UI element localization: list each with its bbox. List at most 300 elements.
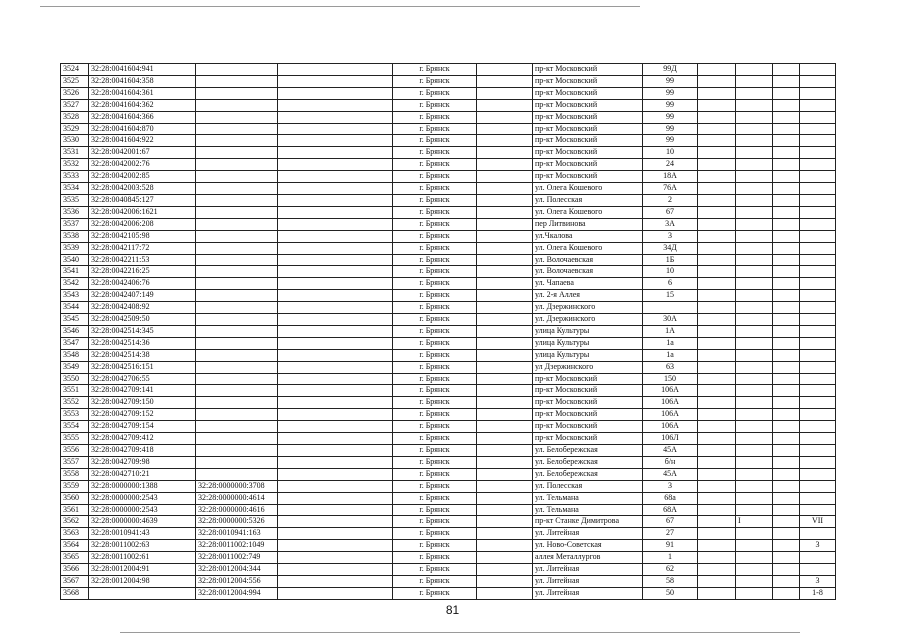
table-row xyxy=(61,385,836,397)
cadastral-number-cell: 32:28:0000000:2543 xyxy=(89,492,196,504)
second-cadastral-number-cell xyxy=(196,445,278,457)
premises-number-cell xyxy=(800,278,836,290)
row-number-cell: 3527 xyxy=(61,99,89,111)
cadastral-number-cell: 32:28:0042514:345 xyxy=(89,325,196,337)
premises-number-cell xyxy=(800,266,836,278)
extra-value-cell xyxy=(736,575,773,587)
extra-value-cell xyxy=(736,87,773,99)
empty-cell xyxy=(773,87,800,99)
second-cadastral-number-cell xyxy=(196,254,278,266)
empty-cell xyxy=(278,183,393,195)
empty-cell xyxy=(773,183,800,195)
empty-cell xyxy=(477,540,533,552)
row-number-cell: 3540 xyxy=(61,254,89,266)
row-number-cell: 3535 xyxy=(61,194,89,206)
empty-cell xyxy=(477,385,533,397)
empty-cell xyxy=(773,135,800,147)
empty-cell xyxy=(773,278,800,290)
cadastral-number-cell: 32:28:0042514:36 xyxy=(89,337,196,349)
empty-cell xyxy=(477,123,533,135)
second-cadastral-number-cell xyxy=(196,325,278,337)
city-cell: г. Брянск xyxy=(393,218,477,230)
row-number-cell: 3568 xyxy=(61,587,89,599)
city-cell: г. Брянск xyxy=(393,516,477,528)
extra-value-cell xyxy=(736,147,773,159)
second-cadastral-number-cell xyxy=(196,183,278,195)
street-cell: пр-кт Московский xyxy=(533,385,643,397)
cadastral-number-cell: 32:28:0042709:150 xyxy=(89,397,196,409)
empty-cell xyxy=(698,445,736,457)
city-cell: г. Брянск xyxy=(393,528,477,540)
extra-value-cell xyxy=(736,171,773,183)
street-cell: ул. Волочаевская xyxy=(533,266,643,278)
house-number-cell: 76А xyxy=(643,183,698,195)
premises-number-cell xyxy=(800,480,836,492)
empty-cell xyxy=(278,575,393,587)
table-row xyxy=(61,194,836,206)
house-number-cell: 1Б xyxy=(643,254,698,266)
city-cell: г. Брянск xyxy=(393,468,477,480)
street-cell: ул. Дзержинского xyxy=(533,302,643,314)
cadastral-number-cell: 32:28:0042709:418 xyxy=(89,445,196,457)
cadastral-number-cell: 32:28:0042408:92 xyxy=(89,302,196,314)
street-cell: ул. Литейная xyxy=(533,564,643,576)
empty-cell xyxy=(698,290,736,302)
house-number-cell xyxy=(643,302,698,314)
premises-number-cell xyxy=(800,433,836,445)
premises-number-cell xyxy=(800,325,836,337)
premises-number-cell: 3 xyxy=(800,575,836,587)
empty-cell xyxy=(278,337,393,349)
cadastral-number-cell: 32:28:0012004:91 xyxy=(89,564,196,576)
street-cell: ул. Литейная xyxy=(533,575,643,587)
city-cell: г. Брянск xyxy=(393,230,477,242)
extra-value-cell xyxy=(736,278,773,290)
empty-cell xyxy=(698,123,736,135)
extra-value-cell xyxy=(736,468,773,480)
premises-number-cell xyxy=(800,492,836,504)
extra-value-cell xyxy=(736,135,773,147)
table-row xyxy=(61,87,836,99)
premises-number-cell xyxy=(800,373,836,385)
table-row xyxy=(61,575,836,587)
street-cell: ул. 2-я Аллея xyxy=(533,290,643,302)
city-cell: г. Брянск xyxy=(393,87,477,99)
cadastral-number-cell: 32:28:0012004:98 xyxy=(89,575,196,587)
city-cell: г. Брянск xyxy=(393,337,477,349)
empty-cell xyxy=(698,242,736,254)
row-number-cell: 3536 xyxy=(61,206,89,218)
empty-cell xyxy=(773,587,800,599)
empty-cell xyxy=(698,564,736,576)
table-row xyxy=(61,337,836,349)
second-cadastral-number-cell xyxy=(196,242,278,254)
street-cell: ул. Олега Кошевого xyxy=(533,242,643,254)
empty-cell xyxy=(773,433,800,445)
premises-number-cell xyxy=(800,183,836,195)
extra-value-cell xyxy=(736,218,773,230)
empty-cell xyxy=(773,123,800,135)
street-cell: ул. Волочаевская xyxy=(533,254,643,266)
row-number-cell: 3525 xyxy=(61,75,89,87)
row-number-cell: 3546 xyxy=(61,325,89,337)
row-number-cell: 3561 xyxy=(61,504,89,516)
empty-cell xyxy=(698,385,736,397)
house-number-cell: 45А xyxy=(643,468,698,480)
street-cell: аллея Металлургов xyxy=(533,552,643,564)
empty-cell xyxy=(773,266,800,278)
empty-cell xyxy=(278,218,393,230)
second-cadastral-number-cell xyxy=(196,75,278,87)
empty-cell xyxy=(698,206,736,218)
street-cell: ул. Полесская xyxy=(533,194,643,206)
empty-cell xyxy=(698,409,736,421)
empty-cell xyxy=(278,302,393,314)
city-cell: г. Брянск xyxy=(393,385,477,397)
row-number-cell: 3552 xyxy=(61,397,89,409)
extra-value-cell xyxy=(736,337,773,349)
row-number-cell: 3550 xyxy=(61,373,89,385)
city-cell: г. Брянск xyxy=(393,504,477,516)
extra-value-cell xyxy=(736,564,773,576)
city-cell: г. Брянск xyxy=(393,75,477,87)
second-cadastral-number-cell xyxy=(196,171,278,183)
premises-number-cell xyxy=(800,361,836,373)
street-cell: пр-кт Московский xyxy=(533,64,643,76)
empty-cell xyxy=(773,99,800,111)
empty-cell xyxy=(698,325,736,337)
row-number-cell: 3567 xyxy=(61,575,89,587)
second-cadastral-number-cell xyxy=(196,290,278,302)
street-cell: ул. Белобережская xyxy=(533,445,643,457)
empty-cell xyxy=(698,552,736,564)
extra-value-cell xyxy=(736,254,773,266)
house-number-cell: 27 xyxy=(643,528,698,540)
empty-cell xyxy=(773,528,800,540)
empty-cell xyxy=(477,266,533,278)
premises-number-cell xyxy=(800,194,836,206)
table-row xyxy=(61,456,836,468)
house-number-cell: 10 xyxy=(643,147,698,159)
extra-value-cell xyxy=(736,528,773,540)
street-cell: пр-кт Московский xyxy=(533,75,643,87)
second-cadastral-number-cell xyxy=(196,337,278,349)
second-cadastral-number-cell xyxy=(196,433,278,445)
empty-cell xyxy=(773,290,800,302)
row-number-cell: 3557 xyxy=(61,456,89,468)
row-number-cell: 3545 xyxy=(61,314,89,326)
row-number-cell: 3547 xyxy=(61,337,89,349)
second-cadastral-number-cell xyxy=(196,385,278,397)
street-cell: ул. Литейная xyxy=(533,587,643,599)
empty-cell xyxy=(773,75,800,87)
premises-number-cell: VII xyxy=(800,516,836,528)
street-cell: пр-кт Московский xyxy=(533,87,643,99)
table-row xyxy=(61,254,836,266)
second-cadastral-number-cell: 32:28:0011002:1049 xyxy=(196,540,278,552)
empty-cell xyxy=(773,409,800,421)
row-number-cell: 3562 xyxy=(61,516,89,528)
cadastral-number-cell: 32:28:0042407:149 xyxy=(89,290,196,302)
empty-cell xyxy=(278,516,393,528)
premises-number-cell xyxy=(800,206,836,218)
table-row xyxy=(61,433,836,445)
empty-cell xyxy=(773,230,800,242)
second-cadastral-number-cell xyxy=(196,278,278,290)
empty-cell xyxy=(278,242,393,254)
empty-cell xyxy=(477,99,533,111)
table-row xyxy=(61,564,836,576)
second-cadastral-number-cell xyxy=(196,159,278,171)
city-cell: г. Брянск xyxy=(393,159,477,171)
table-row xyxy=(61,516,836,528)
cadastral-number-cell: 32:28:0011002:63 xyxy=(89,540,196,552)
empty-cell xyxy=(698,183,736,195)
extra-value-cell xyxy=(736,540,773,552)
row-number-cell: 3560 xyxy=(61,492,89,504)
empty-cell xyxy=(278,194,393,206)
second-cadastral-number-cell xyxy=(196,397,278,409)
street-cell: улица Культуры xyxy=(533,349,643,361)
extra-value-cell xyxy=(736,361,773,373)
extra-value-cell xyxy=(736,242,773,254)
street-cell: ул.Чкалова xyxy=(533,230,643,242)
house-number-cell: 99 xyxy=(643,99,698,111)
empty-cell xyxy=(477,528,533,540)
row-number-cell: 3553 xyxy=(61,409,89,421)
empty-cell xyxy=(698,468,736,480)
second-cadastral-number-cell: 32:28:0012004:556 xyxy=(196,575,278,587)
city-cell: г. Брянск xyxy=(393,242,477,254)
street-cell: ул. Белобережская xyxy=(533,468,643,480)
cadastral-number-cell: 32:28:0042003:528 xyxy=(89,183,196,195)
empty-cell xyxy=(698,135,736,147)
cadastral-number-cell: 32:28:0042211:53 xyxy=(89,254,196,266)
premises-number-cell xyxy=(800,314,836,326)
table-row xyxy=(61,587,836,599)
house-number-cell: 6 xyxy=(643,278,698,290)
empty-cell xyxy=(477,587,533,599)
city-cell: г. Брянск xyxy=(393,266,477,278)
street-cell: пр-кт Московский xyxy=(533,397,643,409)
table-row xyxy=(61,421,836,433)
cadastral-number-cell: 32:28:0042216:25 xyxy=(89,266,196,278)
empty-cell xyxy=(477,516,533,528)
empty-cell xyxy=(278,87,393,99)
empty-cell xyxy=(773,194,800,206)
empty-cell xyxy=(698,575,736,587)
street-cell: ул Дзержинского xyxy=(533,361,643,373)
top-scan-line xyxy=(40,6,640,7)
empty-cell xyxy=(477,171,533,183)
empty-cell xyxy=(773,445,800,457)
street-cell: улица Культуры xyxy=(533,337,643,349)
street-cell: пр-кт Московский xyxy=(533,135,643,147)
cadastral-number-cell: 32:28:0041604:361 xyxy=(89,87,196,99)
empty-cell xyxy=(278,397,393,409)
empty-cell xyxy=(698,99,736,111)
second-cadastral-number-cell: 32:28:0012004:344 xyxy=(196,564,278,576)
empty-cell xyxy=(698,397,736,409)
premises-number-cell xyxy=(800,87,836,99)
table-row xyxy=(61,349,836,361)
second-cadastral-number-cell xyxy=(196,147,278,159)
empty-cell xyxy=(278,445,393,457)
cadastral-number-cell: 32:28:0040845:127 xyxy=(89,194,196,206)
empty-cell xyxy=(477,194,533,206)
empty-cell xyxy=(278,349,393,361)
row-number-cell: 3538 xyxy=(61,230,89,242)
street-cell: ул. Чапаева xyxy=(533,278,643,290)
row-number-cell: 3564 xyxy=(61,540,89,552)
house-number-cell: 99 xyxy=(643,87,698,99)
empty-cell xyxy=(698,421,736,433)
city-cell: г. Брянск xyxy=(393,290,477,302)
row-number-cell: 3526 xyxy=(61,87,89,99)
empty-cell xyxy=(278,552,393,564)
city-cell: г. Брянск xyxy=(393,123,477,135)
empty-cell xyxy=(698,361,736,373)
premises-number-cell xyxy=(800,135,836,147)
empty-cell xyxy=(477,314,533,326)
table-row xyxy=(61,540,836,552)
empty-cell xyxy=(278,564,393,576)
second-cadastral-number-cell xyxy=(196,194,278,206)
empty-cell xyxy=(698,456,736,468)
city-cell: г. Брянск xyxy=(393,314,477,326)
table-row xyxy=(61,206,836,218)
street-cell: ул. Олега Кошевого xyxy=(533,206,643,218)
house-number-cell: 1а xyxy=(643,349,698,361)
street-cell: улица Культуры xyxy=(533,325,643,337)
row-number-cell: 3534 xyxy=(61,183,89,195)
empty-cell xyxy=(698,75,736,87)
house-number-cell: 106Л xyxy=(643,433,698,445)
empty-cell xyxy=(773,504,800,516)
table-row xyxy=(61,218,836,230)
table-row xyxy=(61,314,836,326)
empty-cell xyxy=(477,468,533,480)
empty-cell xyxy=(698,254,736,266)
empty-cell xyxy=(698,504,736,516)
empty-cell xyxy=(773,373,800,385)
empty-cell xyxy=(477,373,533,385)
city-cell: г. Брянск xyxy=(393,456,477,468)
second-cadastral-number-cell xyxy=(196,373,278,385)
house-number-cell: 45А xyxy=(643,445,698,457)
cadastral-number-cell: 32:28:0011002:61 xyxy=(89,552,196,564)
street-cell: ул. Тельмана xyxy=(533,504,643,516)
table-row xyxy=(61,445,836,457)
street-cell: ул. Литейная xyxy=(533,528,643,540)
empty-cell xyxy=(698,516,736,528)
house-number-cell: 91 xyxy=(643,540,698,552)
house-number-cell: 1А xyxy=(643,325,698,337)
empty-cell xyxy=(278,373,393,385)
street-cell: пр-кт Московский xyxy=(533,171,643,183)
second-cadastral-number-cell xyxy=(196,230,278,242)
row-number-cell: 3548 xyxy=(61,349,89,361)
empty-cell xyxy=(477,504,533,516)
house-number-cell: 62 xyxy=(643,564,698,576)
table-row xyxy=(61,64,836,76)
extra-value-cell xyxy=(736,183,773,195)
row-number-cell: 3566 xyxy=(61,564,89,576)
premises-number-cell xyxy=(800,528,836,540)
cadastral-number-cell: 32:28:0010941:43 xyxy=(89,528,196,540)
empty-cell xyxy=(477,409,533,421)
empty-cell xyxy=(477,230,533,242)
table-row xyxy=(61,183,836,195)
empty-cell xyxy=(477,159,533,171)
extra-value-cell xyxy=(736,373,773,385)
cadastral-number-cell: 32:28:0042406:76 xyxy=(89,278,196,290)
extra-value-cell xyxy=(736,75,773,87)
house-number-cell: 1а xyxy=(643,337,698,349)
row-number-cell: 3565 xyxy=(61,552,89,564)
second-cadastral-number-cell: 32:28:0000000:4614 xyxy=(196,492,278,504)
empty-cell xyxy=(477,397,533,409)
row-number-cell: 3558 xyxy=(61,468,89,480)
table-row xyxy=(61,361,836,373)
empty-cell xyxy=(773,159,800,171)
premises-number-cell xyxy=(800,504,836,516)
extra-value-cell xyxy=(736,433,773,445)
extra-value-cell xyxy=(736,325,773,337)
row-number-cell: 3542 xyxy=(61,278,89,290)
extra-value-cell xyxy=(736,480,773,492)
empty-cell xyxy=(698,587,736,599)
extra-value-cell xyxy=(736,230,773,242)
house-number-cell: 58 xyxy=(643,575,698,587)
house-number-cell: 106А xyxy=(643,409,698,421)
empty-cell xyxy=(477,87,533,99)
premises-number-cell xyxy=(800,75,836,87)
empty-cell xyxy=(477,254,533,266)
house-number-cell: 15 xyxy=(643,290,698,302)
empty-cell xyxy=(278,254,393,266)
city-cell: г. Брянск xyxy=(393,302,477,314)
cadastral-number-cell: 32:28:0041604:870 xyxy=(89,123,196,135)
empty-cell xyxy=(698,528,736,540)
table-row xyxy=(61,147,836,159)
second-cadastral-number-cell xyxy=(196,409,278,421)
street-cell: пр-кт Московский xyxy=(533,373,643,385)
table-row xyxy=(61,99,836,111)
empty-cell xyxy=(477,349,533,361)
cadastral-number-cell: 32:28:0042105:98 xyxy=(89,230,196,242)
second-cadastral-number-cell xyxy=(196,266,278,278)
house-number-cell: 68А xyxy=(643,504,698,516)
premises-number-cell: 1-8 xyxy=(800,587,836,599)
empty-cell xyxy=(278,409,393,421)
street-cell: ул. Тельмана xyxy=(533,492,643,504)
empty-cell xyxy=(278,492,393,504)
empty-cell xyxy=(773,325,800,337)
empty-cell xyxy=(698,480,736,492)
extra-value-cell xyxy=(736,64,773,76)
premises-number-cell xyxy=(800,218,836,230)
empty-cell xyxy=(278,75,393,87)
street-cell: ул. Ново-Советская xyxy=(533,540,643,552)
street-cell: пр-кт Станке Димитрова xyxy=(533,516,643,528)
empty-cell xyxy=(698,218,736,230)
row-number-cell: 3559 xyxy=(61,480,89,492)
city-cell: г. Брянск xyxy=(393,397,477,409)
second-cadastral-number-cell xyxy=(196,302,278,314)
empty-cell xyxy=(477,433,533,445)
empty-cell xyxy=(477,480,533,492)
